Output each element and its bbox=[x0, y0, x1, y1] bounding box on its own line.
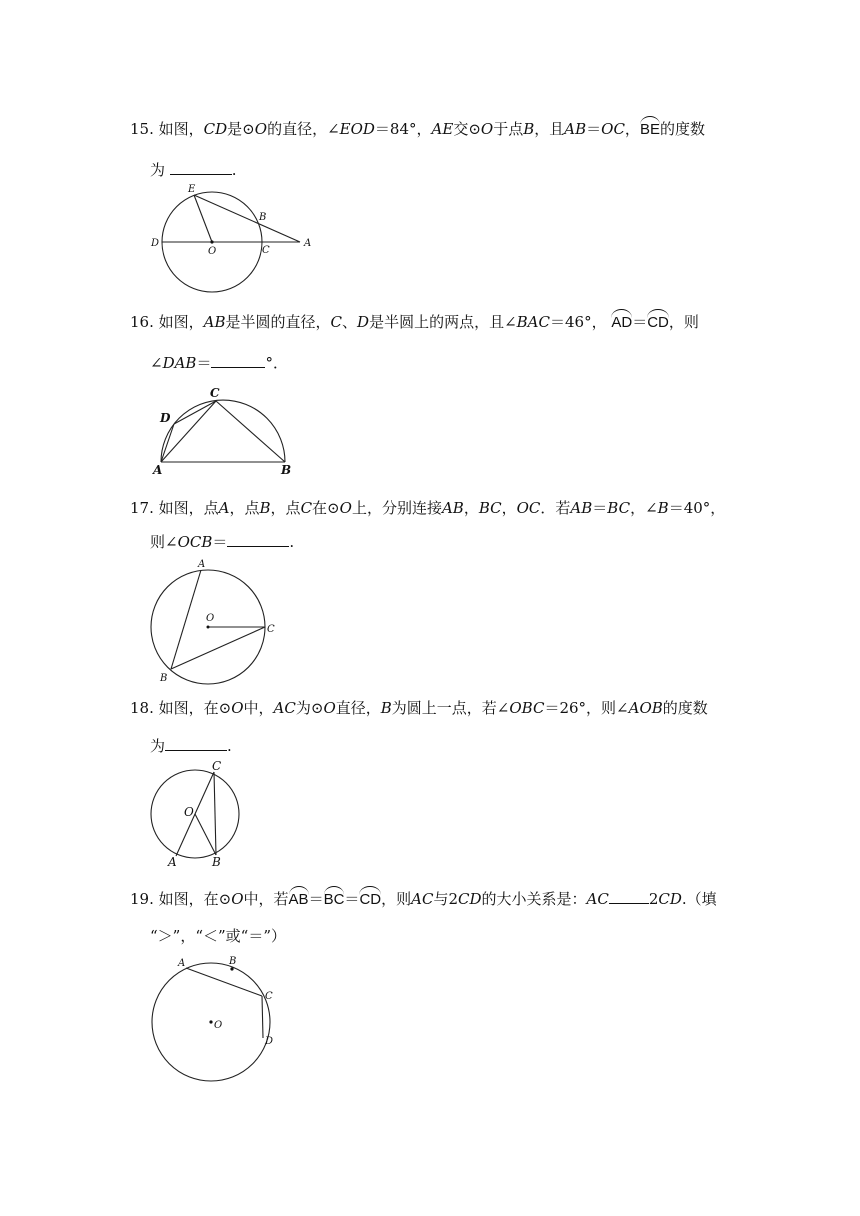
segment-cd bbox=[262, 996, 263, 1038]
label-d: D bbox=[160, 411, 171, 425]
label-d: D bbox=[265, 1036, 274, 1047]
semicircle bbox=[161, 400, 285, 462]
figure-19 bbox=[150, 952, 285, 1082]
problem-number: 17. bbox=[130, 499, 154, 517]
center-dot bbox=[210, 240, 213, 243]
answer-blank[interactable] bbox=[609, 887, 649, 904]
problem-15-line-1: 15. 如图，CD是⊙O的直径，∠EOD＝84°，AE交⊙O于点B，且AB＝OC，BE的度数 bbox=[130, 120, 705, 138]
label-b: B bbox=[281, 463, 292, 477]
label-o: O bbox=[206, 613, 215, 624]
label-a: A bbox=[178, 958, 186, 969]
figure-16 bbox=[150, 382, 295, 478]
label-c: C bbox=[210, 386, 220, 400]
label-c: C bbox=[265, 991, 273, 1002]
label-c: C bbox=[262, 245, 270, 256]
center-dot bbox=[209, 1020, 212, 1023]
segment-ob bbox=[195, 814, 216, 855]
problem-number: 16. bbox=[130, 313, 154, 331]
problem-15-line-2: 为 . bbox=[150, 158, 237, 180]
problem-number: 18. bbox=[130, 699, 154, 717]
problem-17-line-2: 则∠OCB＝ . bbox=[150, 530, 294, 552]
label-b: B bbox=[212, 855, 221, 869]
segment-ad bbox=[161, 424, 174, 462]
problem-19-line-2: “＞”，“＜”或“＝”） bbox=[150, 927, 287, 945]
segment-cb bbox=[216, 401, 285, 462]
problem-16-line-1: 16. 如图，AB是半圆的直径，C、D是半圆上的两点，且∠BAC＝46°， AD＝CD，则 bbox=[130, 313, 699, 331]
label-d: D bbox=[151, 238, 160, 249]
arc-be: BE bbox=[639, 121, 660, 138]
point-b bbox=[230, 967, 233, 970]
arc-ad: AD bbox=[611, 314, 633, 331]
arc-cd: CD bbox=[647, 314, 669, 331]
problem-17-line-1: 17. 如图，点A，点B，点C在⊙O上，分别连接AB，BC，OC．若AB＝BC，∠B＝40°， bbox=[130, 499, 726, 517]
problem-number: 19. bbox=[130, 889, 154, 908]
answer-blank[interactable] bbox=[211, 351, 265, 368]
problem-18-line-1: 18. 如图，在⊙O中，AC为⊙O直径，B为圆上一点，若∠OBC＝26°，则∠AOB的度数 bbox=[130, 699, 708, 717]
arc-bc: BC bbox=[323, 890, 345, 908]
answer-blank[interactable] bbox=[170, 158, 232, 175]
problem-18-line-2: 为 . bbox=[150, 734, 232, 756]
label-a: A bbox=[168, 855, 177, 869]
label-b: B bbox=[229, 956, 237, 967]
answer-blank[interactable] bbox=[165, 734, 227, 751]
segment-bc bbox=[171, 627, 265, 669]
label-e: E bbox=[188, 184, 196, 195]
problem-19-line-1: 19. 如图，在⊙O中，若AB＝BC＝CD，则AC与2CD的大小关系是：AC 2CD.（填 bbox=[130, 887, 717, 909]
arc-cd: CD bbox=[359, 890, 382, 908]
center-dot bbox=[207, 626, 210, 629]
label-c: C bbox=[267, 624, 275, 635]
label-c: C bbox=[212, 759, 222, 773]
label-o: O bbox=[214, 1020, 223, 1031]
segment-ac bbox=[186, 968, 262, 996]
figure-18 bbox=[150, 760, 250, 868]
problem-number: 15. bbox=[130, 120, 154, 138]
answer-blank[interactable] bbox=[227, 530, 289, 547]
problem-16-line-2: ∠DAB＝ °． bbox=[150, 351, 288, 373]
segment-ea bbox=[194, 195, 300, 242]
arc-ab: AB bbox=[288, 890, 309, 908]
figure-15 bbox=[148, 182, 318, 294]
label-b: B bbox=[160, 673, 168, 684]
label-o: O bbox=[208, 246, 217, 257]
segment-ab bbox=[171, 570, 201, 669]
figure-17 bbox=[148, 558, 288, 686]
segment-cb bbox=[214, 772, 216, 855]
label-a: A bbox=[153, 463, 163, 477]
label-a: A bbox=[304, 238, 312, 249]
segment-dc bbox=[174, 401, 216, 424]
label-b: B bbox=[259, 212, 267, 223]
label-o: O bbox=[184, 805, 194, 819]
label-a: A bbox=[198, 559, 206, 570]
